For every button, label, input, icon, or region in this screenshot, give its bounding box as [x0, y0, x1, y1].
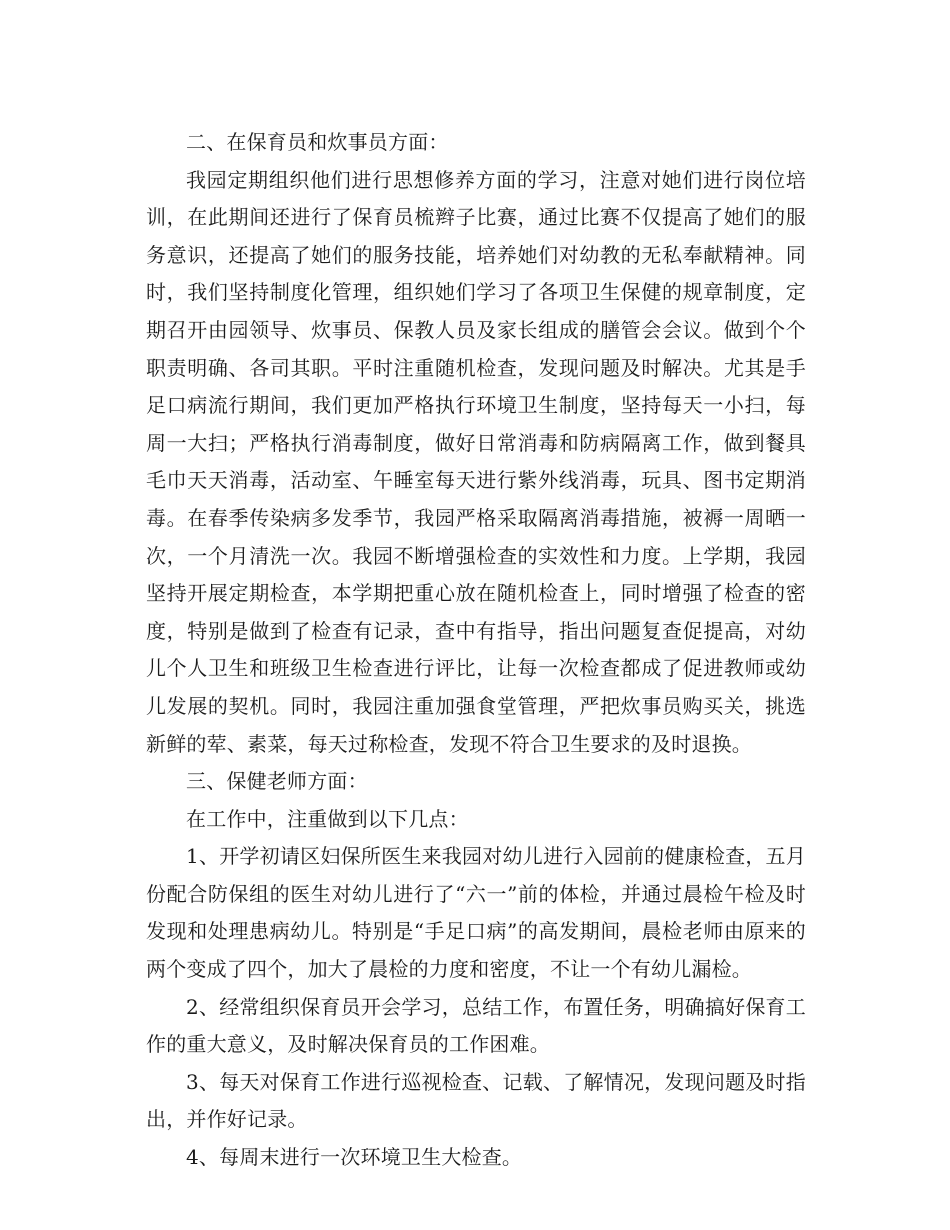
section-heading-caregivers-cooks: 二、在保育员和炊事员方面： [186, 130, 449, 154]
paragraph-caregivers-cooks: 我园定期组织他们进行思想修养方面的学习，注意对她们进行岗位培训，在此期间还进行了保育员梳辫子比赛，通过比赛不仅提高了她们的服务意识，还提高了她们的服务技能，培养她们对幼教的无私奉献精神。同时，我们坚持制度化管理，组织她们学习了各项卫生保健的规章制度，定期召开由园领导、炊事员、保教人员及家长组成的膳管会会议。做到个个职责明确、各司其职。平时注重随机检查，发现问题及时解决。尤其是手足口病流行期间，我们更加严格执行环境卫生制度，坚持每天一小扫，每周一大扫；严格执行消毒制度，做好日常消毒和防病隔离工作，做到餐具毛巾天天消毒，活动室、午睡室每天进行紫外线消毒，玩具、图书定期消毒。在春季传染病多发季节，我园严格采取隔离消毒措施，被褥一周晒一次，一个月清洗一次。我园不断增强检查的实效性和力度。上学期，我园坚持开展定期检查，本学期把重心放在随机检查上，同时增强了检查的密度，特别是做到了检查有记录，查中有指导，指出问题复查促提高，对幼儿个人卫生和班级卫生检查进行评比，让每一次检查都成了促进教师或幼儿发展的契机。同时，我园注重加强食堂管理，严把炊事员购买关，挑选新鲜的荤、素菜，每天过称检查，发现不符合卫生要求的及时退换。 [146, 167, 806, 756]
list-item-2: 2、经常组织保育员开会学习，总结工作，布置任务，明确搞好保育工作的重大意义，及时解决保育员的工作困难。 [146, 994, 806, 1057]
section-heading-health-teacher: 三、保健老师方面： [186, 769, 368, 794]
list-item-4: 4、每周末进行一次环境卫生大检查。 [186, 1145, 523, 1170]
paragraph-work-intro: 在工作中，注重做到以下几点： [186, 806, 469, 831]
list-item-1: 1、开学初请区妇保所医生来我园对幼儿进行入园前的健康检查，五月份配合防保组的医生对幼儿进行了“六一”前的体检，并通过晨检午检及时发现和处理患病幼儿。特别是“手足口病”的高发期间，晨检老师由原来的两个变成了四个，加大了晨检的力度和密度，不让一个有幼儿漏检。 [146, 844, 806, 982]
document-body [146, 124, 806, 1177]
list-item-3: 3、每天对保育工作进行巡视检查、记载、了解情况，发现问题及时指出，并作好记录。 [146, 1069, 806, 1132]
